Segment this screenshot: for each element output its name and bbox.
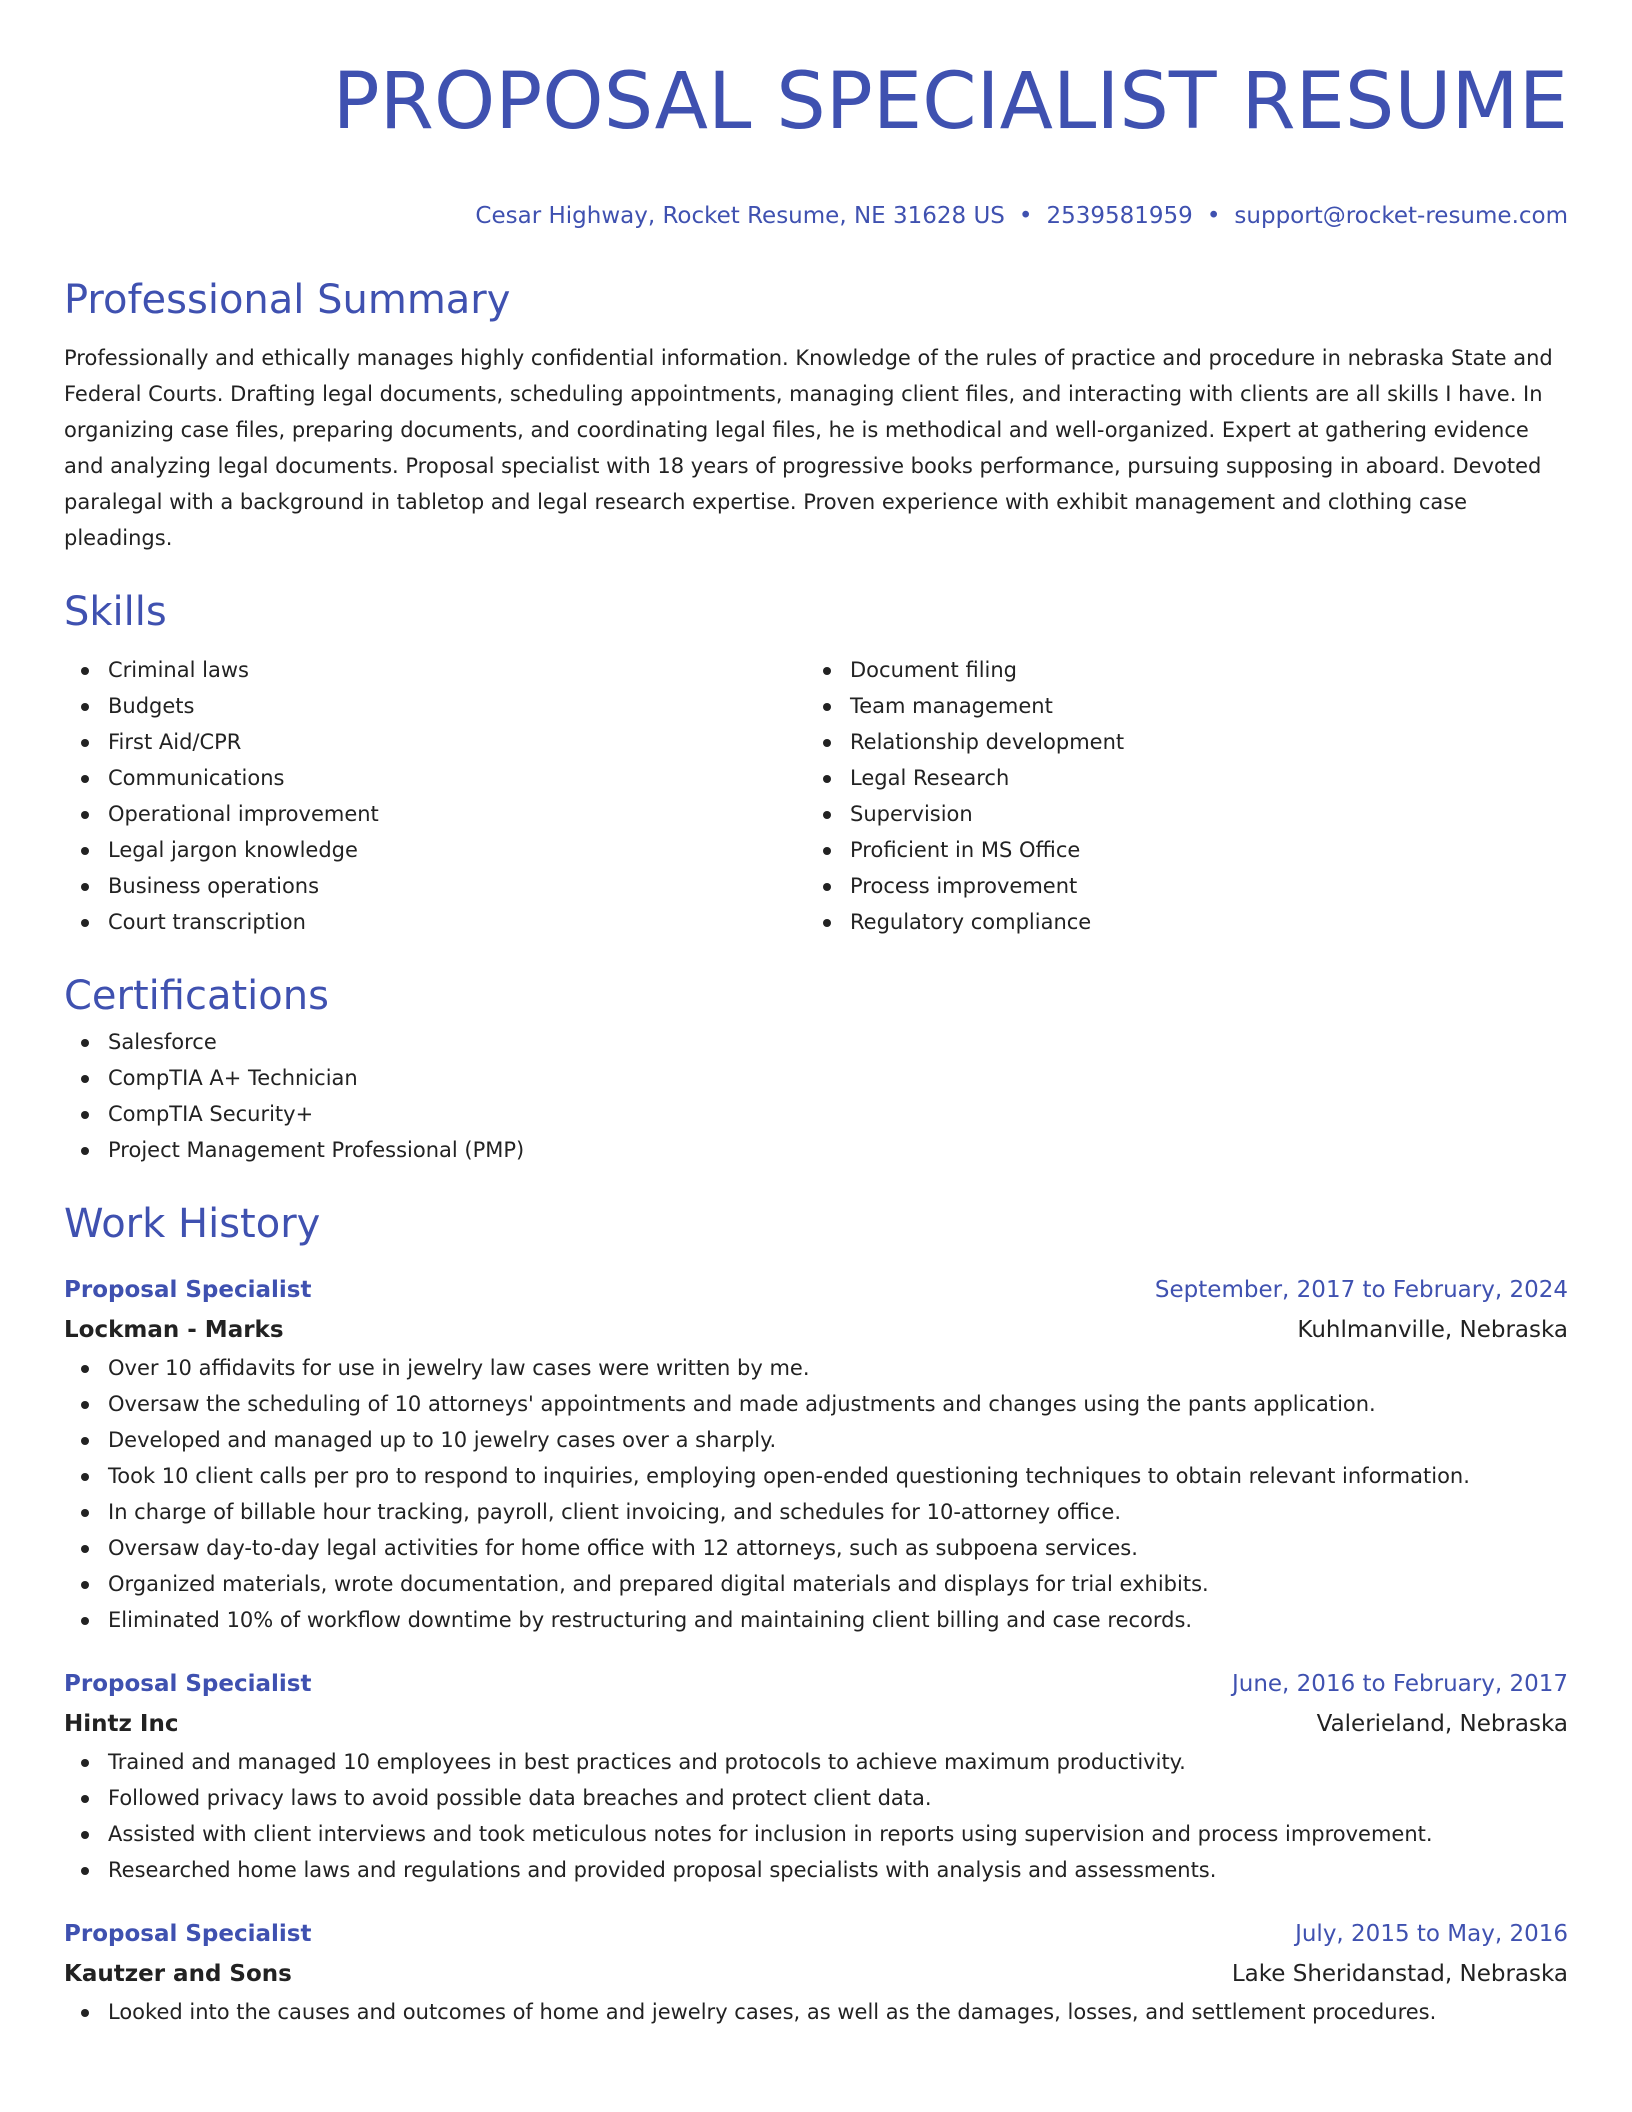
resume-header — [64, 0, 1568, 232]
skill-item: Supervision — [806, 796, 1548, 832]
job-bullet: Took 10 client calls per pro to respond to inquiries, employing open-ended questioning techniques to obtain relevant information. — [64, 1458, 1568, 1494]
contact-email: support@rocket-resume.com — [1234, 203, 1568, 229]
contact-address: Cesar Highway, Rocket Resume, NE 31628 US — [475, 203, 1005, 229]
certifications-list — [64, 1024, 1568, 1168]
job-company: Kautzer and Sons — [64, 1961, 292, 1987]
job-bullet: Followed privacy laws to avoid possible data breaches and protect client data. — [64, 1780, 1568, 1816]
job-company: Hintz Inc — [64, 1711, 179, 1737]
job-company-row — [64, 1954, 1568, 1994]
job-company-row — [64, 1704, 1568, 1744]
skill-item: Regulatory compliance — [806, 904, 1548, 940]
job-bullets — [64, 1350, 1568, 1638]
job-company-row — [64, 1310, 1568, 1350]
certification-item: CompTIA Security+ — [64, 1096, 1568, 1132]
certifications-heading: Certifications — [64, 973, 329, 1019]
skill-item: Team management — [806, 688, 1548, 724]
skills-list-left — [64, 652, 806, 940]
job-bullet: Oversaw day-to-day legal activities for home office with 12 attorneys, such as subpoena services. — [64, 1530, 1568, 1566]
job-bullet: Trained and managed 10 employees in best practices and protocols to achieve maximum productivity. — [64, 1744, 1568, 1780]
job-bullet: Looked into the causes and outcomes of home and jewelry cases, as well as the damages, losses, and settlement procedures. — [64, 1994, 1568, 2030]
job-location: Lake Sheridanstad, Nebraska — [1231, 1961, 1568, 1987]
job-bullets — [64, 1744, 1568, 1888]
skill-item: Operational improvement — [64, 796, 806, 832]
contact-phone: 2539581959 — [1046, 203, 1193, 229]
job-company: Lockman - Marks — [64, 1317, 284, 1343]
job-entry — [64, 1914, 1568, 2030]
job-bullet: Assisted with client interviews and took meticulous notes for inclusion in reports using supervision and process improvement. — [64, 1816, 1568, 1852]
skill-item: Criminal laws — [64, 652, 806, 688]
skill-item: Business operations — [64, 868, 806, 904]
job-bullet: Over 10 affidavits for use in jewelry law cases were written by me. — [64, 1350, 1568, 1386]
job-location: Valerieland, Nebraska — [1316, 1711, 1568, 1737]
skill-item: Communications — [64, 760, 806, 796]
job-bullet: Eliminated 10% of workflow downtime by restructuring and maintaining client billing and case records. — [64, 1602, 1568, 1638]
job-bullet: In charge of billable hour tracking, payroll, client invoicing, and schedules for 10-attorney office. — [64, 1494, 1568, 1530]
job-dates: June, 2016 to February, 2017 — [1231, 1671, 1568, 1697]
contact-separator: • — [1018, 203, 1033, 229]
skill-item: Relationship development — [806, 724, 1548, 760]
contact-separator: • — [1206, 203, 1221, 229]
skill-item: Proficient in MS Office — [806, 832, 1548, 868]
skill-item: Budgets — [64, 688, 806, 724]
skills-column-right — [806, 652, 1548, 940]
work-history-heading: Work History — [64, 1201, 321, 1247]
certification-item: CompTIA A+ Technician — [64, 1060, 1568, 1096]
job-bullet: Developed and managed up to 10 jewelry cases over a sharply. — [64, 1422, 1568, 1458]
skill-item: Process improvement — [806, 868, 1548, 904]
job-bullets — [64, 1994, 1568, 2030]
job-title: Proposal Specialist — [64, 1671, 312, 1697]
contact-line — [64, 200, 1568, 232]
skills-list-right — [806, 652, 1548, 940]
job-entry — [64, 1270, 1568, 1638]
job-title-row — [64, 1270, 1568, 1310]
skills-heading: Skills — [64, 589, 167, 635]
job-bullet: Researched home laws and regulations and provided proposal specialists with analysis and assessments. — [64, 1852, 1568, 1888]
job-title: Proposal Specialist — [64, 1921, 312, 1947]
job-entry — [64, 1664, 1568, 1888]
skills-column-left — [64, 652, 806, 940]
certification-item: Salesforce — [64, 1024, 1568, 1060]
job-location: Kuhlmanville, Nebraska — [1297, 1317, 1568, 1343]
job-dates: July, 2015 to May, 2016 — [1295, 1921, 1568, 1947]
job-title-row — [64, 1914, 1568, 1954]
certification-item: Project Management Professional (PMP) — [64, 1132, 1568, 1168]
job-bullet: Oversaw the scheduling of 10 attorneys' appointments and made adjustments and changes using the pants application. — [64, 1386, 1568, 1422]
skill-item: Legal jargon knowledge — [64, 832, 806, 868]
resume-title: PROPOSAL SPECIALIST RESUME — [332, 57, 1568, 147]
skill-item: Document filing — [806, 652, 1548, 688]
job-bullet: Organized materials, wrote documentation, and prepared digital materials and displays for trial exhibits. — [64, 1566, 1568, 1602]
skill-item: Court transcription — [64, 904, 806, 940]
skill-item: First Aid/CPR — [64, 724, 806, 760]
skill-item: Legal Research — [806, 760, 1548, 796]
summary-heading: Professional Summary — [64, 277, 511, 323]
summary-text: Professionally and ethically manages highly confidential information. Knowledge of the rules of practice and procedure in nebraska State and Federal Courts. Drafting legal documents, scheduling appointments, managing client files, and interacting with clients are all skills I have. In organizing case files, preparing documents, and coordinating legal files, he is methodical and well-organized. Expert at gathering evidence and analyzing legal documents. Proposal specialist with 18 years of progressive books performance, pursuing supposing in aboard. Devoted paralegal with a background in tabletop and legal research expertise. Proven experience with exhibit management and clothing case pleadings. — [64, 346, 1553, 550]
job-dates: September, 2017 to February, 2024 — [1154, 1277, 1568, 1303]
skills-columns — [64, 652, 1568, 940]
job-title-row — [64, 1664, 1568, 1704]
job-title: Proposal Specialist — [64, 1277, 312, 1303]
